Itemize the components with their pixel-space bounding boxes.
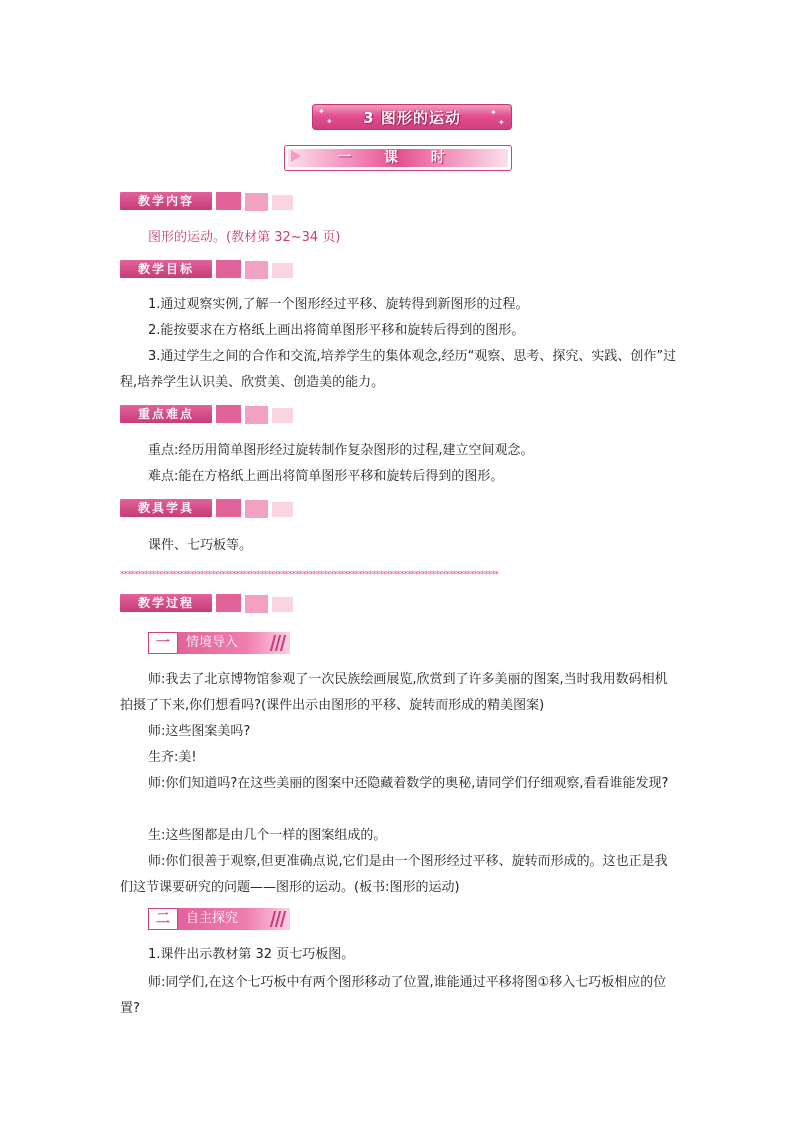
- subsection-number: 二: [148, 908, 178, 930]
- key-point-item: 重点:经历用简单图形经过旋转制作复杂图形的过程,建立空间观念。: [148, 443, 534, 458]
- decor-square: [272, 263, 293, 278]
- goal-item: 1.通过观察实例,了解一个图形经过平移、旋转得到新图形的过程。: [148, 297, 529, 312]
- dialogue-paragraph: 生:这些图都是由几个一样的图案组成的。: [148, 828, 387, 843]
- section-label: 教具学具: [120, 499, 212, 517]
- decor-square: [245, 193, 268, 211]
- decor-square: [245, 261, 268, 279]
- decor-square: [216, 499, 241, 517]
- dialogue-paragraph: 师:同学们,在这个七巧板中有两个图形移动了位置,谁能通过平移将图①移入七巧板相应的位置?: [120, 975, 667, 1016]
- subsection-title: 情境导入: [186, 635, 239, 650]
- decor-square: [216, 405, 241, 423]
- star-icon: ✦: [498, 118, 505, 127]
- dialogue-paragraph: 师:这些图案美吗?: [148, 724, 251, 739]
- lesson-ribbon: [284, 145, 512, 171]
- dialogue-paragraph: 1.课件出示教材第 32 页七巧板图。: [148, 947, 355, 962]
- tools-text: 课件、七巧板等。: [148, 538, 253, 553]
- section-label: 重点难点: [120, 405, 212, 423]
- goal-item: 2.能按要求在方格纸上画出将简单图形平移和旋转后得到的图形。: [148, 323, 525, 338]
- subsection-number: 一: [148, 632, 178, 654]
- content-text: 图形的运动。(教材第 32~34 页): [148, 230, 341, 245]
- decor-square: [272, 597, 293, 612]
- chapter-title-banner: [312, 104, 512, 130]
- lesson-title: 一 课 时: [337, 150, 459, 166]
- subsection-title: 自主探究: [186, 911, 239, 926]
- decor-square: [272, 408, 293, 423]
- dialogue-paragraph: 生齐:美!: [148, 750, 197, 765]
- section-label: 教学内容: [120, 192, 212, 210]
- section-label: 教学过程: [120, 594, 212, 612]
- decor-ticks: [269, 635, 284, 651]
- decor-ticks: [269, 911, 284, 927]
- decor-square: [272, 195, 293, 210]
- dialogue-paragraph: 师:你们知道吗?在这些美丽的图案中还隐藏着数学的奥秘,请同学们仔细观察,看看谁能发现?: [148, 776, 669, 791]
- dialogue-paragraph: 师:我去了北京博物馆参观了一次民族绘画展览,欣赏到了许多美丽的图案,当时我用数码相机拍摄了下来,你们想看吗?(课件出示由图形的平移、旋转而形成的精美图案): [120, 672, 668, 713]
- star-icon: ✦: [318, 107, 325, 116]
- key-point-item: 难点:能在方格纸上画出将简单图形平移和旋转后得到的图形。: [148, 469, 504, 484]
- subsection-title-bar: [178, 908, 290, 930]
- decor-square: [245, 500, 268, 518]
- chapter-title: 3 图形的运动: [363, 109, 461, 127]
- goal-item: 3.通过学生之间的合作和交流,培养学生的集体观念,经历“观察、思考、探究、实践、创作”过程,培养学生认识美、欣赏美、创造美的能力。: [120, 349, 677, 390]
- subsection-title-bar: [178, 632, 290, 654]
- section-label: 教学目标: [120, 260, 212, 278]
- dialogue-paragraph: 师:你们很善于观察,但更准确点说,它们是由一个图形经过平移、旋转而形成的。这也正是我们这节课要研究的问题——图形的运动。(板书:图形的运动): [120, 854, 668, 895]
- decor-square: [245, 406, 268, 424]
- decor-square: [216, 594, 241, 612]
- star-icon: ✦: [490, 108, 497, 117]
- decor-square: [216, 192, 241, 210]
- decor-square: [245, 595, 268, 613]
- decor-square: [216, 260, 241, 278]
- star-icon: ✦: [326, 117, 333, 126]
- decor-square: [272, 502, 293, 517]
- dotted-divider: ************************************************************************************************************: [120, 571, 498, 579]
